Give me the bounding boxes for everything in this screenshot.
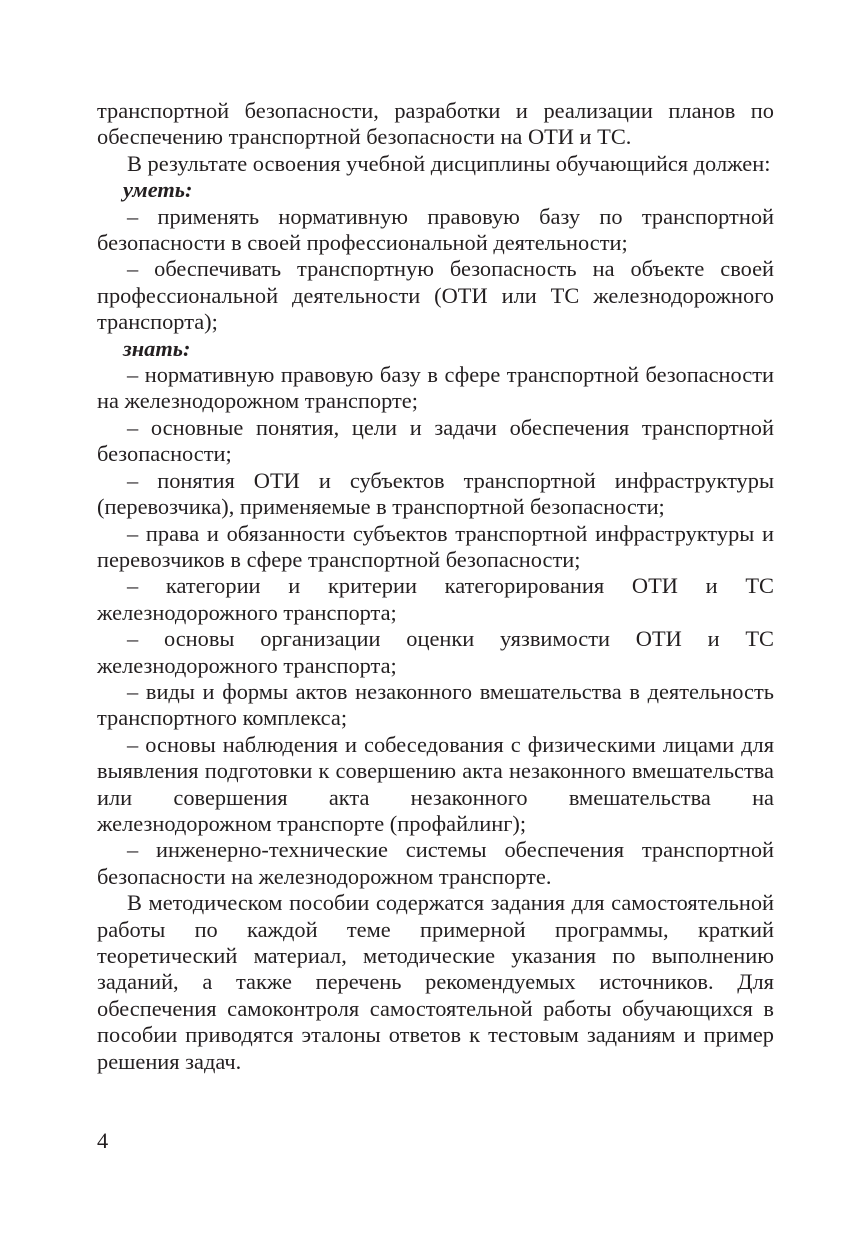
list-item: – основы наблюдения и собеседования с физическими лицами для выявления подготовки к совершению акта незаконного вмешательства или совершения акта незаконного вмешательства на железнодорожном транспорте (профайлинг); <box>97 731 774 836</box>
list-item: – основные понятия, цели и задачи обеспечения транспортной безопасности; <box>97 414 774 467</box>
knowledge-heading: знать: <box>123 335 191 361</box>
continuation-paragraph: транспортной безопасности, разработки и реализации планов по обеспечению транспортной безопасности на ОТИ и ТС. <box>97 98 774 150</box>
page-number: 4 <box>97 1128 109 1153</box>
list-item: – основы организации оценки уязвимости ОТИ и ТС железнодорожного транспорта; <box>97 626 774 678</box>
skills-heading: уметь: <box>123 177 193 203</box>
list-item: – права и обязанности субъектов транспортной инфраструктуры и перевозчиков в сфере транспортной безопасности; <box>97 520 774 572</box>
list-item: – инженерно-технические системы обеспечения транспортной безопасности на железнодорожном транспорте. <box>97 837 774 889</box>
list-item: – нормативную правовую базу в сфере транспортной безопасности на железнодорожном транспорте; <box>97 362 774 414</box>
closing-paragraph: В методическом пособии содержатся задания для самостоятельной работы по каждой теме примерной программы, краткий теоретический материал, методические указания по выполнению заданий, а также перечень рекомендуемых источников. Для обеспечения самоконтроля самостоятельной работы обучающихся в пособии приводятся эталоны ответов к тестовым заданиям и пример решения задач. <box>97 890 774 1074</box>
list-item: – применять нормативную правовую базу по транспортной безопасности в своей профессиональной деятельности; <box>97 203 774 256</box>
list-item: – категории и критерии категорирования ОТИ и ТС железнодорожного транспорта; <box>97 573 774 625</box>
page-body <box>97 98 774 1075</box>
list-item: – обеспечивать транспортную безопасность на объекте своей профессиональной деятельности (ОТИ или ТС железнодорожного транспорта); <box>97 256 774 335</box>
intro-paragraph: В результате освоения учебной дисциплины обучающийся должен: <box>127 150 771 176</box>
list-item: – виды и формы актов незаконного вмешательства в деятельность транспортного комплекса; <box>97 678 774 731</box>
knowledge-list <box>97 362 774 890</box>
skills-list <box>97 204 774 336</box>
list-item: – понятия ОТИ и субъектов транспортной инфраструктуры (перевозчика), применяемые в транспортной безопасности; <box>97 467 774 520</box>
